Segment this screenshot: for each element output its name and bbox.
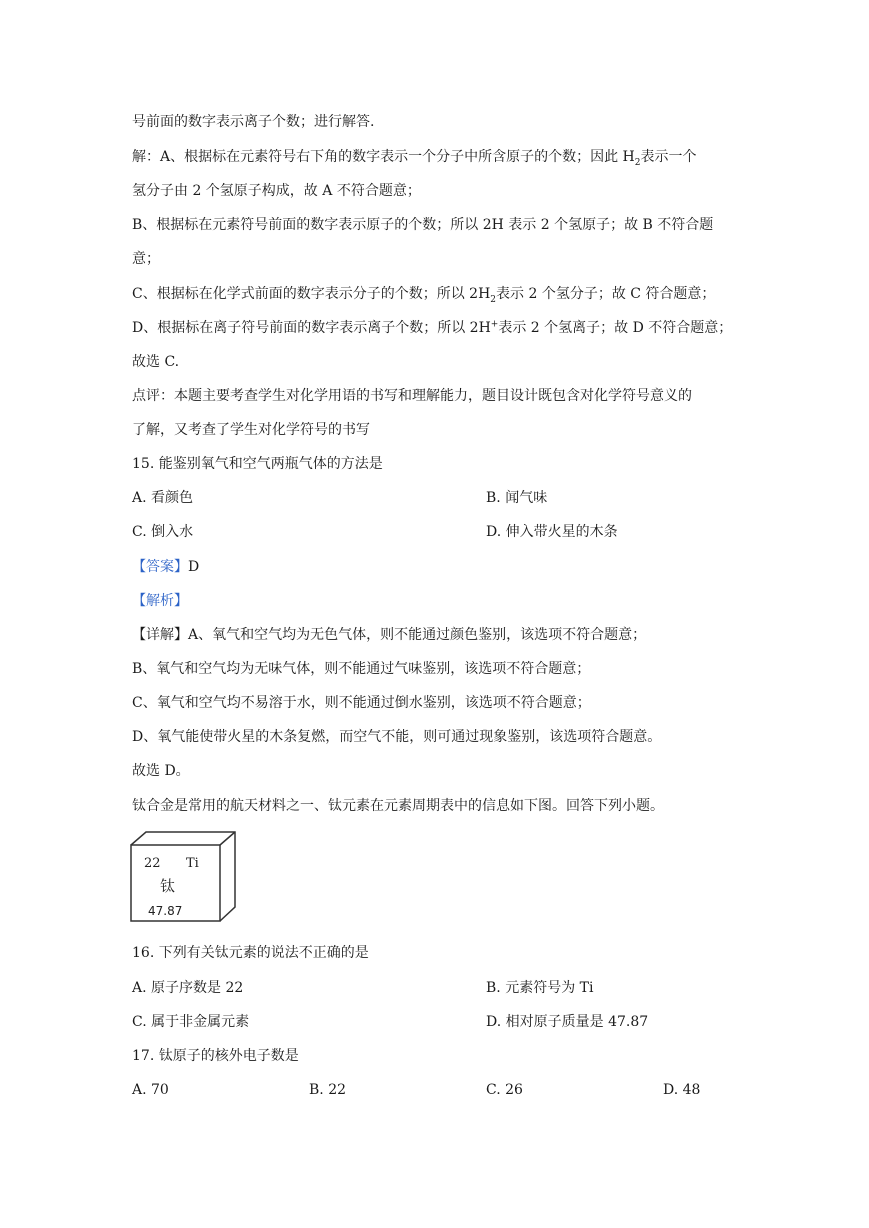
element-name: 钛	[160, 877, 176, 895]
text-line	[132, 319, 732, 337]
text-fragment: 表示一个	[640, 149, 697, 165]
subscript: 2	[634, 157, 641, 168]
text-fragment: C、根据标在化学式前面的数字表示分子的个数；所以 2H	[132, 286, 491, 302]
text-line: 了解，又考查了学生对化学符号的书写	[132, 422, 370, 438]
periodic-table-cell-figure	[130, 829, 236, 923]
text-fragment: 表示 2 个氢离子；故 D 不符合题意；	[498, 320, 733, 336]
answer-line	[132, 558, 199, 576]
atomic-number: 22	[144, 856, 161, 871]
text-line: 故选 C.	[132, 354, 180, 370]
text-line: 号前面的数字表示离子个数；进行解答.	[132, 114, 375, 130]
q17-option-d: D. 48	[663, 1082, 701, 1098]
text-fragment: D、根据标在离子符号前面的数字表示离子个数；所以 2H	[132, 320, 491, 336]
detail-line: D、氧气能使带火星的木条复燃，而空气不能，则可通过现象鉴别，该选项符合题意。	[132, 729, 662, 745]
q15-option-b: B. 闻气味	[486, 490, 548, 506]
answer-value: D	[188, 559, 200, 575]
q16-option-b: B. 元素符号为 Ti	[486, 980, 594, 996]
detail-tag: 【详解】	[132, 627, 188, 643]
answer-tag: 【答案】	[132, 559, 188, 575]
text-line	[132, 285, 715, 303]
q17-option-a: A. 70	[132, 1082, 169, 1098]
text-line: 意；	[132, 251, 160, 267]
subscript: 2	[490, 294, 497, 305]
q16-option-a: A. 原子序数是 22	[132, 980, 244, 996]
question-15-stem: 15. 能鉴别氧气和空气两瓶气体的方法是	[132, 456, 383, 472]
q15-option-c: C. 倒入水	[132, 524, 194, 540]
text-line: 氢分子由 2 个氢原子构成，故 A 不符合题意；	[132, 183, 421, 199]
question-17-stem: 17. 钛原子的核外电子数是	[132, 1048, 299, 1064]
atomic-mass: 47.87	[148, 904, 183, 918]
text-line	[132, 148, 697, 166]
q17-option-b: B. 22	[309, 1082, 347, 1098]
question-16-stem: 16. 下列有关钛元素的说法不正确的是	[132, 945, 369, 961]
intro-line: 钛合金是常用的航天材料之一、钛元素在元素周期表中的信息如下图。回答下列小题。	[132, 798, 664, 814]
detail-text: A、氧气和空气均为无色气体，则不能通过颜色鉴别，该选项不符合题意；	[188, 627, 647, 643]
q17-option-c: C. 26	[486, 1082, 523, 1098]
text-line: 点评：本题主要考查学生对化学用语的书写和理解能力，题目设计既包含对化学符号意义的	[132, 388, 692, 404]
text-fragment: 解：A、根据标在元素符号右下角的数字表示一个分子中所含原子的个数；因此 H	[132, 149, 635, 165]
q15-option-d: D. 伸入带火星的木条	[486, 524, 618, 540]
detail-line: B、氧气和空气均为无味气体，则不能通过气味鉴别，该选项不符合题意；	[132, 661, 591, 677]
conclusion-line: 故选 D。	[132, 763, 190, 779]
element-symbol: Ti	[186, 856, 199, 871]
detail-line: C、氧气和空气均不易溶于水，则不能通过倒水鉴别，该选项不符合题意；	[132, 695, 591, 711]
text-line: B、根据标在元素符号前面的数字表示原子的个数；所以 2H 表示 2 个氢原子；故 B 不符合题	[132, 217, 714, 233]
q16-option-c: C. 属于非金属元素	[132, 1014, 250, 1030]
q15-option-a: A. 看颜色	[132, 490, 194, 506]
superscript: +	[490, 319, 499, 330]
analysis-tag: 【解析】	[132, 593, 188, 609]
analysis-line	[132, 592, 188, 610]
detail-line	[132, 626, 646, 644]
q16-option-d: D. 相对原子质量是 47.87	[486, 1014, 649, 1030]
text-fragment: 表示 2 个氢分子；故 C 符合题意；	[496, 286, 716, 302]
